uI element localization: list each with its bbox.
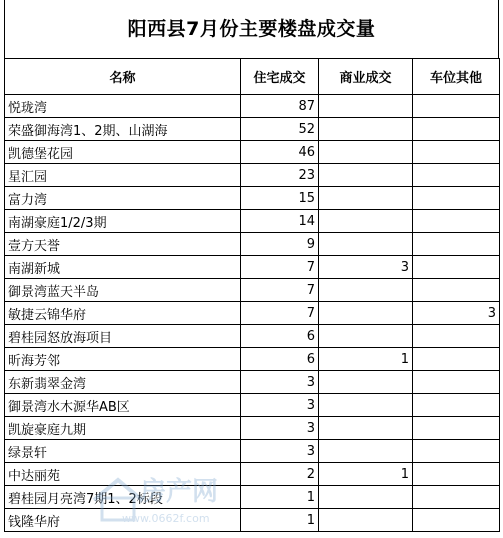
cell-parking[interactable] [413, 233, 500, 256]
table-row [5, 348, 500, 371]
table-row [5, 256, 500, 279]
cell-commercial[interactable] [319, 440, 413, 463]
cell-commercial[interactable]: 1 [319, 463, 413, 486]
cell-residential[interactable]: 1 [241, 509, 319, 532]
watermark-text: 房产网 [140, 477, 219, 507]
header-row [5, 59, 500, 95]
cell-parking[interactable] [413, 371, 500, 394]
cell-name[interactable]: 御景湾蓝天半岛 [5, 279, 241, 302]
cell-residential[interactable]: 6 [241, 325, 319, 348]
cell-commercial[interactable] [319, 417, 413, 440]
cell-residential[interactable]: 3 [241, 440, 319, 463]
cell-parking[interactable] [413, 486, 500, 509]
table-row [5, 302, 500, 325]
cell-residential[interactable]: 52 [241, 118, 319, 141]
cell-residential[interactable]: 1 [241, 486, 319, 509]
cell-parking[interactable] [413, 417, 500, 440]
table-title: 阳西县7月份主要楼盘成交量 [4, 0, 499, 58]
cell-parking[interactable]: 3 [413, 302, 500, 325]
header-residential[interactable]: 住宅成交 [241, 59, 319, 95]
cell-commercial[interactable]: 3 [319, 256, 413, 279]
cell-name[interactable]: 凯旋豪庭九期 [5, 417, 241, 440]
cell-commercial[interactable] [319, 118, 413, 141]
cell-parking[interactable] [413, 187, 500, 210]
cell-parking[interactable] [413, 348, 500, 371]
cell-parking[interactable] [413, 394, 500, 417]
cell-name[interactable]: 敏捷云锦华府 [5, 302, 241, 325]
table-row [5, 440, 500, 463]
cell-name[interactable]: 昕海芳邻 [5, 348, 241, 371]
cell-parking[interactable] [413, 95, 500, 118]
table-row [5, 233, 500, 256]
cell-name[interactable]: 南湖豪庭1/2/3期 [5, 210, 241, 233]
cell-name[interactable]: 钱隆华府 [5, 509, 241, 532]
cell-commercial[interactable] [319, 141, 413, 164]
table-body [5, 95, 500, 532]
cell-residential[interactable]: 6 [241, 348, 319, 371]
cell-commercial[interactable] [319, 371, 413, 394]
cell-residential[interactable]: 7 [241, 256, 319, 279]
cell-name[interactable]: 凯德堡花园 [5, 141, 241, 164]
header-parking[interactable]: 车位其他 [413, 59, 500, 95]
cell-residential[interactable]: 2 [241, 463, 319, 486]
cell-commercial[interactable] [319, 210, 413, 233]
table-row [5, 164, 500, 187]
watermark-url: www.0662f.com [122, 512, 210, 525]
cell-name[interactable]: 壹方天誉 [5, 233, 241, 256]
cell-parking[interactable] [413, 164, 500, 187]
cell-residential[interactable]: 46 [241, 141, 319, 164]
cell-parking[interactable] [413, 256, 500, 279]
cell-name[interactable]: 荣盛御海湾1、2期、山湖海 [5, 118, 241, 141]
cell-commercial[interactable] [319, 279, 413, 302]
cell-name[interactable]: 中达丽苑 [5, 463, 241, 486]
cell-parking[interactable] [413, 210, 500, 233]
cell-name[interactable]: 御景湾水木源华AB区 [5, 394, 241, 417]
cell-commercial[interactable] [319, 325, 413, 348]
cell-commercial[interactable] [319, 486, 413, 509]
table-row [5, 509, 500, 532]
table-row [5, 486, 500, 509]
table-row [5, 325, 500, 348]
table-row [5, 210, 500, 233]
cell-commercial[interactable] [319, 233, 413, 256]
table-row [5, 141, 500, 164]
sales-table [4, 58, 500, 532]
cell-name[interactable]: 星汇园 [5, 164, 241, 187]
cell-name[interactable]: 东新翡翠金湾 [5, 371, 241, 394]
table-row [5, 118, 500, 141]
table-row [5, 371, 500, 394]
table-row [5, 394, 500, 417]
cell-parking[interactable] [413, 325, 500, 348]
cell-residential[interactable]: 3 [241, 371, 319, 394]
cell-parking[interactable] [413, 509, 500, 532]
cell-commercial[interactable] [319, 187, 413, 210]
table-row [5, 95, 500, 118]
cell-parking[interactable] [413, 141, 500, 164]
table-row [5, 463, 500, 486]
cell-residential[interactable]: 3 [241, 417, 319, 440]
cell-commercial[interactable] [319, 509, 413, 532]
cell-residential[interactable]: 14 [241, 210, 319, 233]
cell-commercial[interactable] [319, 394, 413, 417]
cell-residential[interactable]: 23 [241, 164, 319, 187]
header-commercial[interactable]: 商业成交 [319, 59, 413, 95]
table-row [5, 187, 500, 210]
cell-parking[interactable] [413, 279, 500, 302]
cell-commercial[interactable] [319, 302, 413, 325]
cell-residential[interactable]: 15 [241, 187, 319, 210]
cell-name[interactable]: 绿景轩 [5, 440, 241, 463]
cell-name[interactable]: 南湖新城 [5, 256, 241, 279]
table-row [5, 417, 500, 440]
cell-commercial[interactable] [319, 164, 413, 187]
cell-name[interactable]: 碧桂园月亮湾7期1、2标段 [5, 486, 241, 509]
cell-residential[interactable]: 7 [241, 302, 319, 325]
cell-name[interactable]: 碧桂园怒放海项目 [5, 325, 241, 348]
cell-name[interactable]: 悦珑湾 [5, 95, 241, 118]
cell-parking[interactable] [413, 463, 500, 486]
cell-name[interactable]: 富力湾 [5, 187, 241, 210]
cell-parking[interactable] [413, 440, 500, 463]
cell-commercial[interactable] [319, 95, 413, 118]
cell-parking[interactable] [413, 118, 500, 141]
cell-residential[interactable]: 7 [241, 279, 319, 302]
cell-residential[interactable]: 9 [241, 233, 319, 256]
cell-commercial[interactable]: 1 [319, 348, 413, 371]
header-name[interactable]: 名称 [5, 59, 241, 95]
table-row [5, 279, 500, 302]
cell-residential[interactable]: 87 [241, 95, 319, 118]
cell-residential[interactable]: 3 [241, 394, 319, 417]
